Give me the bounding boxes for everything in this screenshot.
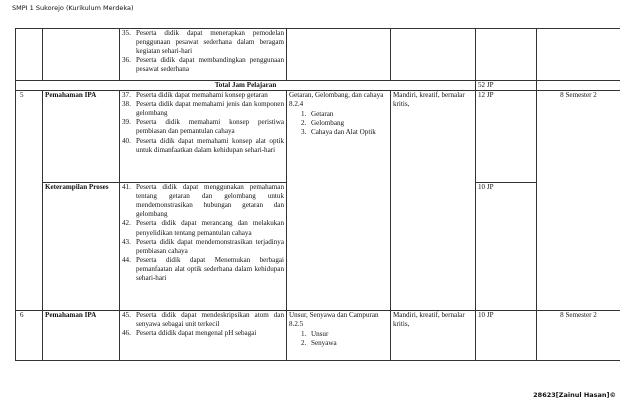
item-number: 43. [122, 237, 131, 246]
item-number: 37. [122, 91, 131, 100]
objective-item [122, 329, 284, 338]
objective-list [122, 183, 284, 283]
objective-item [122, 29, 284, 56]
item-text: Peserta didik dapat memahami konsep alat optik untuk dimanfaatkan dalam kehidupan sehari-hari [136, 136, 284, 154]
table-row [16, 311, 621, 361]
item-text: Peserta didik dapat mendeskripsikan atom dan senyawa sebagai unit terkecil [136, 311, 284, 329]
item-number: 1. [301, 330, 307, 339]
curriculum-table [15, 28, 620, 361]
item-number: 3. [301, 128, 307, 137]
curriculum-table-wrapper [15, 28, 620, 367]
topic-list [289, 110, 388, 137]
topic-item [289, 128, 388, 137]
cell-jp [476, 29, 537, 81]
row-number: 5 [16, 91, 43, 311]
element-label: Pemahaman IPA [43, 91, 120, 183]
item-text: Peserta didik dapat mendemonstrasikan terjadinya pembiasan cahaya [136, 237, 284, 255]
item-number: 2. [301, 119, 307, 128]
cell-element [43, 29, 120, 81]
objective-list [122, 29, 284, 74]
objective-item [122, 311, 284, 329]
cell-no [16, 29, 43, 81]
topic-item [289, 110, 388, 119]
objective-item [122, 118, 284, 136]
item-text: Gelombang [311, 119, 345, 128]
item-number: 35. [122, 29, 131, 37]
item-number: 42. [122, 219, 131, 228]
objective-item [122, 256, 284, 283]
cell-empty [537, 81, 621, 91]
total-label: Total Jam Pelajaran [16, 81, 476, 91]
topic-item [289, 119, 388, 128]
jp-value: 12 JP [476, 91, 537, 183]
item-text: Peserta didik dapat menerapkan pemodelan penggunaan pesawat sederhana dalam beragam kegiatan sehari-hari [136, 29, 284, 56]
semester-value: 8 Semester 2 [537, 311, 621, 361]
element-label: Pemahaman IPA [43, 311, 120, 361]
element-label: Keterampilan Proses [43, 183, 120, 311]
objective-item [122, 238, 284, 256]
objective-item [122, 100, 284, 118]
item-text: Getaran [311, 110, 334, 119]
item-number: 36. [122, 56, 131, 65]
item-text: Peserta didik dapat memahami jenis dan komponen gelombang [136, 100, 284, 118]
item-number: 39. [122, 118, 131, 127]
item-text: Peserta didik dapat membandingkan penggunaan pesawat sederhana [136, 56, 284, 74]
jp-value: 10 JP [476, 183, 537, 311]
topic-item [289, 330, 388, 339]
item-number: 1. [301, 110, 307, 119]
item-text: Peserta didik memahami konsep peristiwa pembiasan dan pemantulan cahaya [136, 118, 284, 136]
table-row [16, 91, 621, 183]
item-text: Senyawa [311, 339, 337, 348]
item-number: 38. [122, 100, 131, 109]
cell-profile [391, 29, 476, 81]
item-text: Peserta didik dapat menggunakan pemahaman tentang getaran dan gelombang untuk mendemonstrasikan hubungan getaran dan gelombang [136, 183, 284, 219]
item-text: Unsur [311, 330, 329, 339]
item-text: Peserta ddidik dapat mengenal pH sebagai [136, 329, 257, 338]
objective-item [122, 56, 284, 74]
topic-title: Unsur, Senyawa dan Campuran 8.2.5 [289, 311, 379, 329]
item-number: 41. [122, 183, 131, 192]
objective-list [122, 91, 284, 155]
cell-objectives [120, 29, 287, 81]
cell-topic [287, 29, 391, 81]
profile-text: Mandiri, kreatif, bernalar kritis, [391, 91, 476, 311]
item-text: Peserta didik dapat merancang dan melakukan penyelidikan tentang pemantulan cahaya [136, 219, 284, 237]
topic-list [289, 330, 388, 348]
objective-item [122, 137, 284, 155]
profile-text: Mandiri, kreatif, bernalar kritis, [391, 311, 476, 361]
topic-item [289, 339, 388, 348]
item-text: Cahaya dan Alat Optik [311, 128, 376, 137]
jp-value: 10 JP [476, 311, 537, 361]
item-number: 44. [122, 255, 131, 264]
cell-objectives [120, 183, 287, 311]
item-text: Peserta didik dapat memahami konsep getaran [136, 91, 268, 100]
cell-topic [287, 91, 391, 311]
cell-topic [287, 311, 391, 361]
table-row [16, 29, 621, 81]
item-text: Peserta didik dapat Menemukan berbagai pemanfaatan alat optik sederhana dalam kehidupan sehari-hari [136, 255, 284, 283]
objective-list [122, 311, 284, 338]
objective-item [122, 91, 284, 100]
cell-objectives [120, 91, 287, 183]
total-row [16, 81, 621, 91]
item-number: 40. [122, 136, 131, 145]
cell-semester [537, 29, 621, 81]
item-number: 46. [122, 329, 131, 338]
total-jp: 52 JP [476, 81, 537, 91]
row-number: 6 [16, 311, 43, 361]
semester-value: 8 Semester 2 [537, 91, 621, 311]
cell-objectives [120, 311, 287, 361]
item-number: 45. [122, 311, 131, 320]
topic-title: Getaran, Gelombang, dan cahaya 8.2.4 [289, 91, 384, 109]
item-number: 2. [301, 339, 307, 348]
document-footer: 28623[Zainul Hasan]© [533, 391, 616, 399]
objective-item [122, 183, 284, 219]
document-header: SMPI 1 Sukorejo (Kurikulum Merdeka) [12, 4, 134, 12]
objective-item [122, 219, 284, 237]
